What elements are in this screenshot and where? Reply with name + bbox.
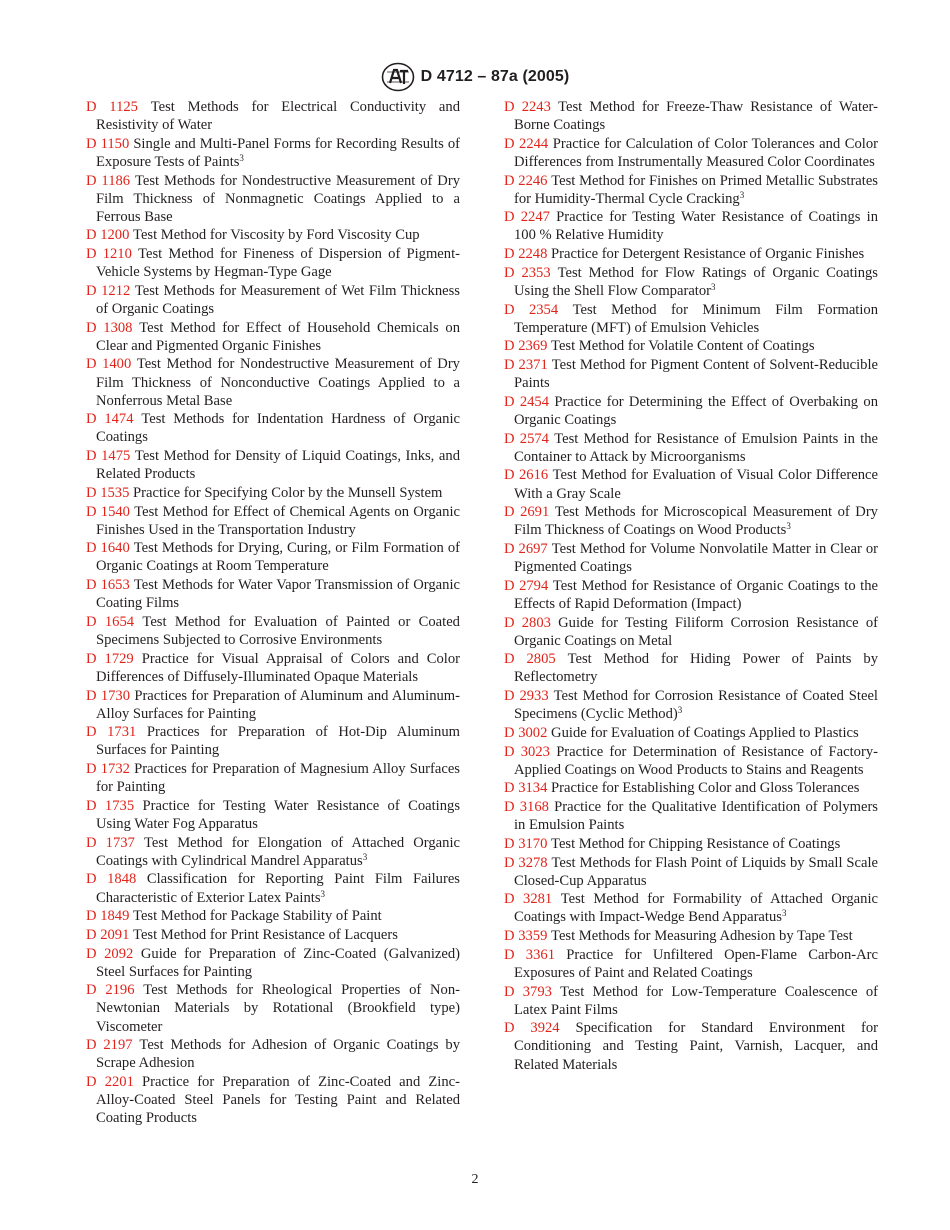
reference-code-link[interactable]: D 2805	[504, 651, 556, 668]
reference-item	[86, 1036, 460, 1072]
reference-item	[504, 724, 878, 742]
reference-item	[504, 946, 878, 982]
reference-title: Test Method for Low-Temperature Coalescence of Latex Paint Films	[514, 983, 878, 1018]
reference-item	[86, 410, 460, 446]
reference-item	[86, 226, 460, 244]
reference-title: Test Methods for Indentation Hardness of Organic Coatings	[96, 411, 460, 446]
reference-item	[86, 539, 460, 575]
reference-title: Test Method for Pigment Content of Solvent-Reducible Paints	[514, 357, 878, 392]
reference-title: Test Method for Effect of Household Chemicals on Clear and Pigmented Organic Finishes	[96, 319, 460, 354]
reference-title: Test Method for Fineness of Dispersion of Pigment-Vehicle Systems by Hegman-Type Gage	[96, 246, 460, 281]
footnote-marker: 3	[362, 851, 368, 862]
reference-title: Test Method for Hiding Power of Paints by Reflectometry	[514, 651, 878, 686]
reference-code-link[interactable]: D 3134	[504, 780, 548, 797]
reference-code-link[interactable]: D 2803	[504, 614, 551, 631]
reference-code-link[interactable]: D 1400	[86, 356, 132, 373]
reference-title: Practice for Determining the Effect of Overbaking on Organic Coatings	[514, 393, 878, 428]
right-column-references	[504, 98, 878, 1074]
reference-item	[86, 319, 460, 355]
reference-title: Test Method for Evaluation of Painted or Coated Specimens Subjected to Corrosive Environments	[96, 613, 460, 649]
reference-title: Test Methods for Nondestructive Measurement of Dry Film Thickness of Nonmagnetic Coatings Applied to a Ferrous Base	[96, 172, 461, 225]
reference-item	[86, 135, 460, 171]
reference-code-link[interactable]: D 2369	[504, 338, 548, 355]
reference-title: Test Method for Evaluation of Visual Color Difference With a Gray Scale	[514, 467, 878, 502]
reference-code-link[interactable]: D 2092	[86, 945, 134, 962]
reference-title: Test Method for Viscosity by Ford Viscosity Cup	[133, 227, 420, 244]
reference-item	[504, 890, 878, 926]
reference-code-link[interactable]: D 1731	[86, 724, 137, 741]
footnote-marker: 3	[677, 705, 683, 716]
page-number: 2	[471, 1172, 479, 1187]
reference-item	[504, 614, 878, 650]
reference-code-link[interactable]: D 2454	[504, 393, 550, 410]
reference-item	[504, 301, 878, 337]
reference-title: Practice for Detergent Resistance of Organic Finishes	[551, 246, 865, 263]
reference-title: Test Method for Density of Liquid Coatings, Inks, and Related Products	[96, 448, 460, 483]
reference-title: Test Method for Effect of Chemical Agents on Organic Finishes Used in the Transportation Industry	[96, 503, 460, 538]
reference-code-link[interactable]: D 1848	[86, 871, 137, 888]
reference-title: Test Method for Minimum Film Formation Temperature (MFT) of Emulsion Vehicles	[514, 301, 878, 336]
reference-item	[86, 613, 460, 649]
astm-logo-icon	[381, 62, 415, 92]
footnote-marker: 3	[320, 888, 326, 899]
reference-item	[504, 503, 878, 539]
reference-item	[504, 98, 878, 134]
reference-title: Practice for Visual Appraisal of Colors and Color Differences of Diffusely-Illuminated Opaque Materials	[96, 650, 460, 685]
reference-item	[504, 1019, 878, 1073]
reference-item	[86, 870, 460, 906]
reference-item	[86, 723, 460, 759]
reference-code-link[interactable]: D 1735	[86, 797, 135, 814]
reference-item	[504, 743, 878, 779]
reference-title: Classification for Reporting Paint Film Failures Characteristic of Exterior Latex Paints	[96, 871, 460, 906]
reference-title: Practice for Preparation of Zinc-Coated and Zinc-Alloy-Coated Steel Panels for Testing Paint and Related Coating Products	[96, 1074, 460, 1127]
reference-code-link[interactable]: D 1849	[86, 908, 130, 925]
reference-title: Test Method for Nondestructive Measurement of Dry Film Thickness of Nonconductive Coatings Applied to a Nonferrous Metal Base	[96, 356, 460, 409]
reference-title: Test Methods for Adhesion of Organic Coatings by Scrape Adhesion	[96, 1037, 460, 1072]
reference-item	[504, 208, 878, 244]
reference-item	[504, 264, 878, 300]
reference-title: Guide for Testing Filiform Corrosion Resistance of Organic Coatings on Metal	[514, 614, 878, 649]
reference-code-link[interactable]: D 1535	[86, 484, 130, 501]
reference-code-link[interactable]: D 3278	[504, 854, 548, 871]
standard-designation: D 4712 – 87a (2005)	[420, 68, 570, 85]
reference-code-link[interactable]: D 2248	[504, 246, 548, 263]
reference-title: Test Method for Chipping Resistance of Coatings	[551, 835, 841, 852]
reference-code-link[interactable]: D 2691	[504, 504, 550, 521]
reference-title: Guide for Evaluation of Coatings Applied to Plastics	[551, 724, 859, 741]
reference-item	[504, 687, 878, 723]
footnote-marker: 3	[711, 281, 716, 292]
reference-item	[504, 337, 878, 355]
reference-code-link[interactable]: D 1150	[86, 135, 130, 152]
reference-code-link[interactable]: D 1653	[86, 577, 130, 594]
reference-code-link[interactable]: D 2091	[86, 926, 130, 943]
reference-title: Test Method for Finishes on Primed Metallic Substrates for Humidity-Thermal Cycle Cracking	[514, 172, 878, 207]
reference-item	[504, 135, 878, 171]
reference-code-link[interactable]: D 1654	[86, 613, 135, 630]
reference-code-link[interactable]: D 2197	[86, 1037, 133, 1054]
reference-code-link[interactable]: D 1729	[86, 650, 134, 667]
reference-code-link[interactable]: D 1540	[86, 503, 130, 520]
reference-title: Practices for Preparation of Aluminum and Aluminum-Alloy Surfaces for Painting	[96, 687, 460, 722]
reference-code-link[interactable]: D 2354	[504, 301, 559, 318]
reference-item	[504, 540, 878, 576]
reference-item	[504, 798, 878, 834]
reference-item	[86, 907, 460, 925]
reference-title: Test Methods for Water Vapor Transmission of Organic Coating Films	[96, 577, 460, 612]
reference-item	[86, 245, 460, 281]
reference-title: Test Method for Corrosion Resistance of Coated Steel Specimens (Cyclic Method)	[514, 688, 878, 723]
reference-title: Test Method for Flow Ratings of Organic Coatings Using the Shell Flow Comparator	[514, 264, 878, 299]
left-column-references	[86, 98, 460, 1128]
reference-code-link[interactable]: D 2244	[504, 135, 549, 152]
reference-code-link[interactable]: D 1730	[86, 687, 131, 704]
reference-code-link[interactable]: D 3002	[504, 724, 548, 741]
reference-title: Test Method for Elongation of Attached Organic Coatings with Cylindrical Mandrel Apparatus	[96, 834, 460, 869]
reference-code-link[interactable]: D 1475	[86, 448, 131, 465]
reference-code-link[interactable]: D 2196	[86, 982, 135, 999]
reference-code-link[interactable]: D 1210	[86, 246, 132, 263]
reference-code-link[interactable]: D 2246	[504, 172, 548, 189]
reference-title: Test Method for Resistance of Organic Coatings to the Effects of Rapid Deformation (Impact)	[514, 577, 878, 612]
reference-item	[504, 466, 878, 502]
reference-code-link[interactable]: D 2243	[504, 99, 551, 115]
reference-code-link[interactable]: D 1732	[86, 761, 130, 778]
reference-title: Practice for Testing Water Resistance of Coatings Using Water Fog Apparatus	[96, 797, 460, 832]
reference-item	[86, 687, 460, 723]
reference-title: Practice for Specifying Color by the Munsell System	[133, 484, 443, 501]
reference-title: Test Methods for Measurement of Wet Film Thickness of Organic Coatings	[96, 282, 460, 317]
reference-code-link[interactable]: D 3793	[504, 983, 552, 1000]
reference-title: Practices for Preparation of Magnesium Alloy Surfaces for Painting	[96, 761, 460, 796]
reference-code-link[interactable]: D 2371	[504, 357, 548, 374]
reference-item	[86, 484, 460, 502]
reference-code-link[interactable]: D 3168	[504, 799, 549, 816]
reference-code-link[interactable]: D 3361	[504, 946, 555, 963]
reference-item	[86, 981, 460, 1035]
reference-item	[86, 797, 460, 833]
reference-title: Test Methods for Electrical Conductivity and Resistivity of Water	[96, 99, 460, 134]
reference-item	[86, 1073, 460, 1127]
reference-item	[86, 172, 460, 226]
reference-item	[86, 576, 460, 612]
reference-code-link[interactable]: D 3359	[504, 928, 548, 945]
reference-item	[86, 650, 460, 686]
reference-title: Practice for Testing Water Resistance of Coatings in 100 % Relative Humidity	[514, 209, 878, 244]
reference-item	[86, 926, 460, 944]
reference-title: Test Method for Print Resistance of Lacquers	[133, 926, 398, 943]
reference-item	[504, 650, 878, 686]
reference-item	[86, 760, 460, 796]
reference-title: Test Method for Volatile Content of Coatings	[551, 338, 815, 355]
reference-title: Practice for Unfiltered Open-Flame Carbon-Arc Exposures of Paint and Related Coatings	[514, 946, 878, 981]
reference-code-link[interactable]: D 3170	[504, 835, 548, 852]
reference-code-link[interactable]: D 2616	[504, 467, 549, 484]
reference-title: Guide for Preparation of Zinc-Coated (Galvanized) Steel Surfaces for Painting	[96, 945, 460, 980]
reference-item	[86, 503, 460, 539]
reference-item	[504, 927, 878, 945]
reference-title: Practice for Determination of Resistance of Factory-Applied Coatings on Wood Products to Stains and Reagents	[514, 743, 878, 778]
reference-code-link[interactable]: D 1200	[86, 227, 130, 244]
reference-title: Practice for Establishing Color and Gloss Tolerances	[551, 780, 860, 797]
reference-item	[504, 577, 878, 613]
reference-code-link[interactable]: D 2574	[504, 430, 549, 447]
reference-title: Test Method for Resistance of Emulsion Paints in the Container to Attack by Microorganisms	[514, 430, 878, 465]
reference-code-link[interactable]: D 1474	[86, 411, 134, 428]
reference-code-link[interactable]: D 2201	[86, 1074, 134, 1090]
reference-title: Test Method for Freeze-Thaw Resistance of Water-Borne Coatings	[514, 99, 878, 134]
reference-title: Test Methods for Measuring Adhesion by Tape Test	[551, 928, 853, 945]
reference-item	[86, 282, 460, 318]
reference-title: Test Methods for Microscopical Measurement of Dry Film Thickness of Coatings on Wood Products	[514, 504, 878, 539]
reference-code-link[interactable]: D 1640	[86, 540, 130, 557]
reference-title: Practices for Preparation of Hot-Dip Aluminum Surfaces for Painting	[96, 724, 460, 759]
reference-code-link[interactable]: D 2353	[504, 264, 551, 281]
reference-item	[504, 430, 878, 466]
reference-title: Single and Multi-Panel Forms for Recording Results of Exposure Tests of Paints	[96, 135, 461, 170]
reference-code-link[interactable]: D 3924	[504, 1020, 560, 1037]
reference-code-link[interactable]: D 2933	[504, 688, 549, 705]
reference-item	[504, 393, 878, 429]
reference-item	[504, 356, 878, 392]
reference-code-link[interactable]: D 1125	[86, 99, 138, 115]
reference-item	[504, 172, 878, 208]
page-header	[0, 62, 950, 92]
reference-item	[504, 835, 878, 853]
reference-item	[504, 245, 878, 263]
footnote-marker: 3	[781, 908, 787, 919]
reference-title: Test Methods for Flash Point of Liquids by Small Scale Closed-Cup Apparatus	[514, 854, 878, 889]
reference-code-link[interactable]: D 1308	[86, 319, 133, 336]
reference-code-link[interactable]: D 1737	[86, 834, 135, 851]
footnote-marker: 3	[239, 152, 244, 163]
reference-item	[86, 945, 460, 981]
reference-code-link[interactable]: D 2697	[504, 540, 548, 557]
reference-title: Test Method for Formability of Attached Organic Coatings with Impact-Wedge Bend Apparatus	[514, 891, 878, 926]
reference-title: Test Methods for Drying, Curing, or Film Formation of Organic Coatings at Room Temperature	[96, 540, 460, 575]
reference-item	[504, 854, 878, 890]
reference-title: Practice for Calculation of Color Tolerances and Color Differences from Instrumentally Measured Color Coordinates	[514, 135, 878, 170]
reference-code-link[interactable]: D 3023	[504, 743, 550, 760]
reference-code-link[interactable]: D 2247	[504, 209, 550, 226]
reference-title: Test Method for Volume Nonvolatile Matter in Clear or Pigmented Coatings	[514, 540, 878, 576]
reference-code-link[interactable]: D 3281	[504, 891, 553, 908]
reference-item	[504, 779, 878, 797]
reference-item	[86, 98, 460, 134]
reference-code-link[interactable]: D 2794	[504, 577, 549, 594]
footnote-marker: 3	[739, 189, 745, 200]
reference-item	[86, 447, 460, 483]
reference-item	[86, 355, 460, 409]
reference-title: Specification for Standard Environment for Conditioning and Testing Paint, Varnish, Lacquer, and Related Materials	[514, 1020, 878, 1073]
reference-item	[86, 834, 460, 870]
reference-title: Practice for the Qualitative Identification of Polymers in Emulsion Paints	[514, 799, 878, 834]
reference-code-link[interactable]: D 1186	[86, 172, 131, 189]
footnote-marker: 3	[786, 521, 791, 532]
reference-item	[504, 983, 878, 1019]
reference-title: Test Methods for Rheological Properties of Non-Newtonian Materials by Rotational (Brookfield type) Viscometer	[96, 982, 460, 1035]
reference-code-link[interactable]: D 1212	[86, 282, 131, 299]
reference-title: Test Method for Package Stability of Paint	[133, 908, 382, 925]
